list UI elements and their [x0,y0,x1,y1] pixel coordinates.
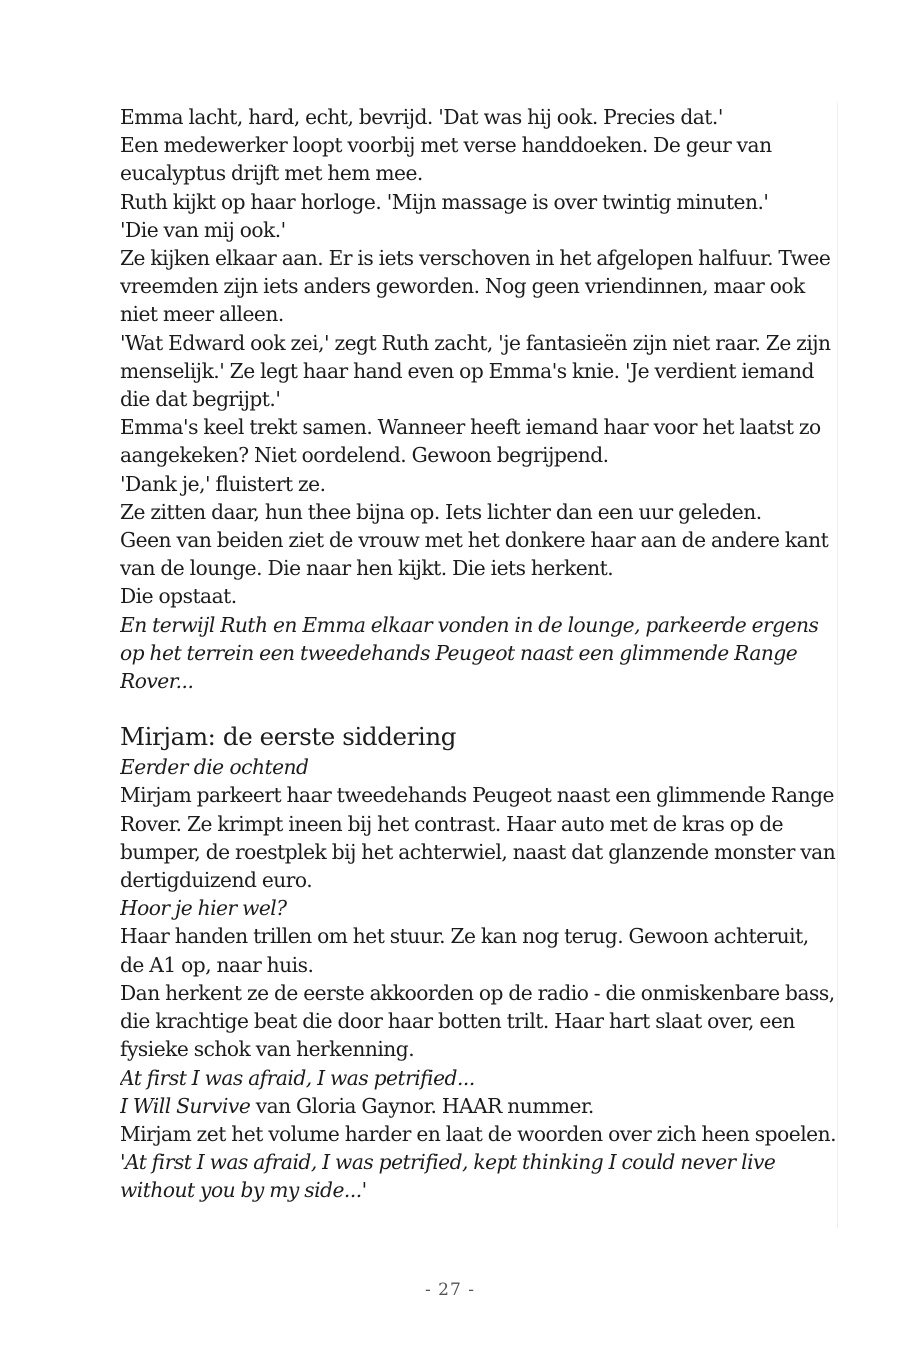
page-number: - 27 - [425,1280,475,1300]
paragraph: 'Wat Edward ook zei,' zegt Ruth zacht, 'je fantasieën zijn niet raar. Ze zijn menselijk.' Ze legt haar hand even op Emma's knie. 'Je verdient iemand die dat begrijpt.' [120,330,831,412]
song-lyric: At first I was afraid, I was petrified... [120,1065,475,1090]
song-title: I Will Survive [120,1093,251,1118]
paragraph: Emma's keel trekt samen. Wanneer heeft iemand haar voor het laatst zo aangekeken? Niet oordelend. Gewoon begrijpend. [120,415,821,468]
paragraph: Die opstaat. [120,584,237,609]
paragraph: 'Die van mij ook.' [120,217,286,242]
paragraph: Ruth kijkt op haar horloge. 'Mijn massage is over twintig minuten.' [120,189,769,214]
chapter-subtitle: Eerder die ochtend [120,755,309,780]
paragraph: Haar handen trillen om het stuur. Ze kan nog terug. Gewoon achteruit, de A1 op, naar huis. [120,924,809,977]
paragraph [120,1092,837,1120]
chapter-title: Mirjam: de eerste siddering [120,722,456,752]
inner-thought: Hoor je hier wel? [120,896,287,921]
paragraph: Geen van beiden ziet de vrouw met het donkere haar aan de andere kant van de lounge. Die naar hen kijkt. Die iets herkent. [120,528,829,581]
paragraph-text: van Gloria Gaynor. HAAR nummer. [250,1093,594,1118]
paragraph: Dan herkent ze de eerste akkoorden op de radio - die onmiskenbare bass, die krachtige beat die door haar botten trilt. Haar hart slaat over, een fysieke schok van herkenning. [120,980,835,1062]
paragraph: Emma lacht, hard, echt, bevrijd. 'Dat was hij ook. Precies dat.' [120,105,723,129]
paragraph: Mirjam parkeert haar tweedehands Peugeot naast een glimmende Range Rover. Ze krimpt ineen bij het contrast. Haar auto met de kras op de bumper, de roestplek bij het achterwiel, naast dat glanzende monster van dertigduizend euro. [120,783,836,893]
paragraph: Ze kijken elkaar aan. Er is iets verschoven in het afgelopen halfuur. Twee vreemden zijn iets anders geworden. Nog geen vriendinnen, maar ook niet meer alleen. [120,246,831,327]
paragraph: Ze zitten daar, hun thee bijna op. Iets lichter dan een uur geleden. [120,499,762,524]
page-text [120,103,838,1228]
paragraph: Een medewerker loopt voorbij met verse handdoeken. De geur van eucalyptus drijft met hem mee. [120,133,772,186]
paragraph: 'Dank je,' fluistert ze. [120,471,326,496]
paragraph: Mirjam zet het volume harder en laat de woorden over zich heen spoelen. [120,1121,837,1146]
scene-transition: En terwijl Ruth en Emma elkaar vonden in de lounge, parkeerde ergens op het terrein een tweedehands Peugeot naast een glimmende Range Rover... [120,612,819,694]
song-lyric: 'At first I was afraid, I was petrified, kept thinking I could never live without you by my side...' [120,1150,776,1203]
